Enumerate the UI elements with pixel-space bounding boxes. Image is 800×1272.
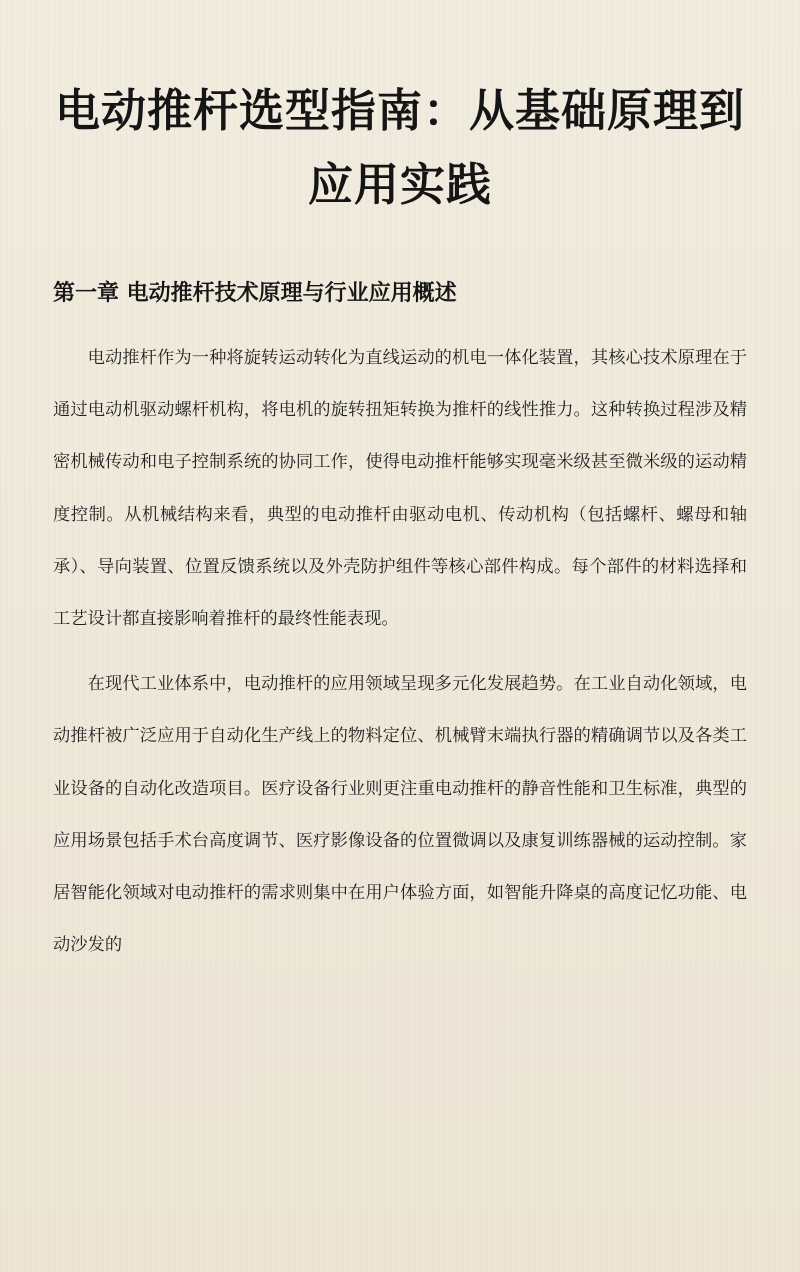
document-title: 电动推杆选型指南：从基础原理到应用实践 [54, 84, 745, 211]
body-paragraph: 电动推杆作为一种将旋转运动转化为直线运动的机电一体化装置，其核心技术原理在于通过电动机驱动螺杆机构，将电机的旋转扭矩转换为推杆的线性推力。这种转换过程涉及精密机械传动和电子控制系统的协同工作，使得电动推杆能够实现毫米级甚至微米级的运动精度控制。从机械结构来看，典型的电动推杆由驱动电机、传动机构（包括螺杆、螺母和轴承）、导向装置、位置反馈系统以及外壳防护组件等核心部件构成。每个部件的材料选择和工艺设计都直接影响着推杆的最终性能表现。 [53, 348, 747, 630]
chapter-heading: 第一章 电动推杆技术原理与行业应用概述 [53, 281, 457, 306]
body-paragraph: 在现代工业体系中，电动推杆的应用领域呈现多元化发展趋势。在工业自动化领域，电动推杆被广泛应用于自动化生产线上的物料定位、机械臂末端执行器的精确调节以及各类工业设备的自动化改造项目。医疗设备行业则更注重电动推杆的静音性能和卫生标准，典型的应用场景包括手术台高度调节、医疗影像设备的位置微调以及康复训练器械的运动控制。家居智能化领域对电动推杆的需求则集中在用户体验方面，如智能升降桌的高度记忆功能、电动沙发的 [53, 674, 747, 956]
